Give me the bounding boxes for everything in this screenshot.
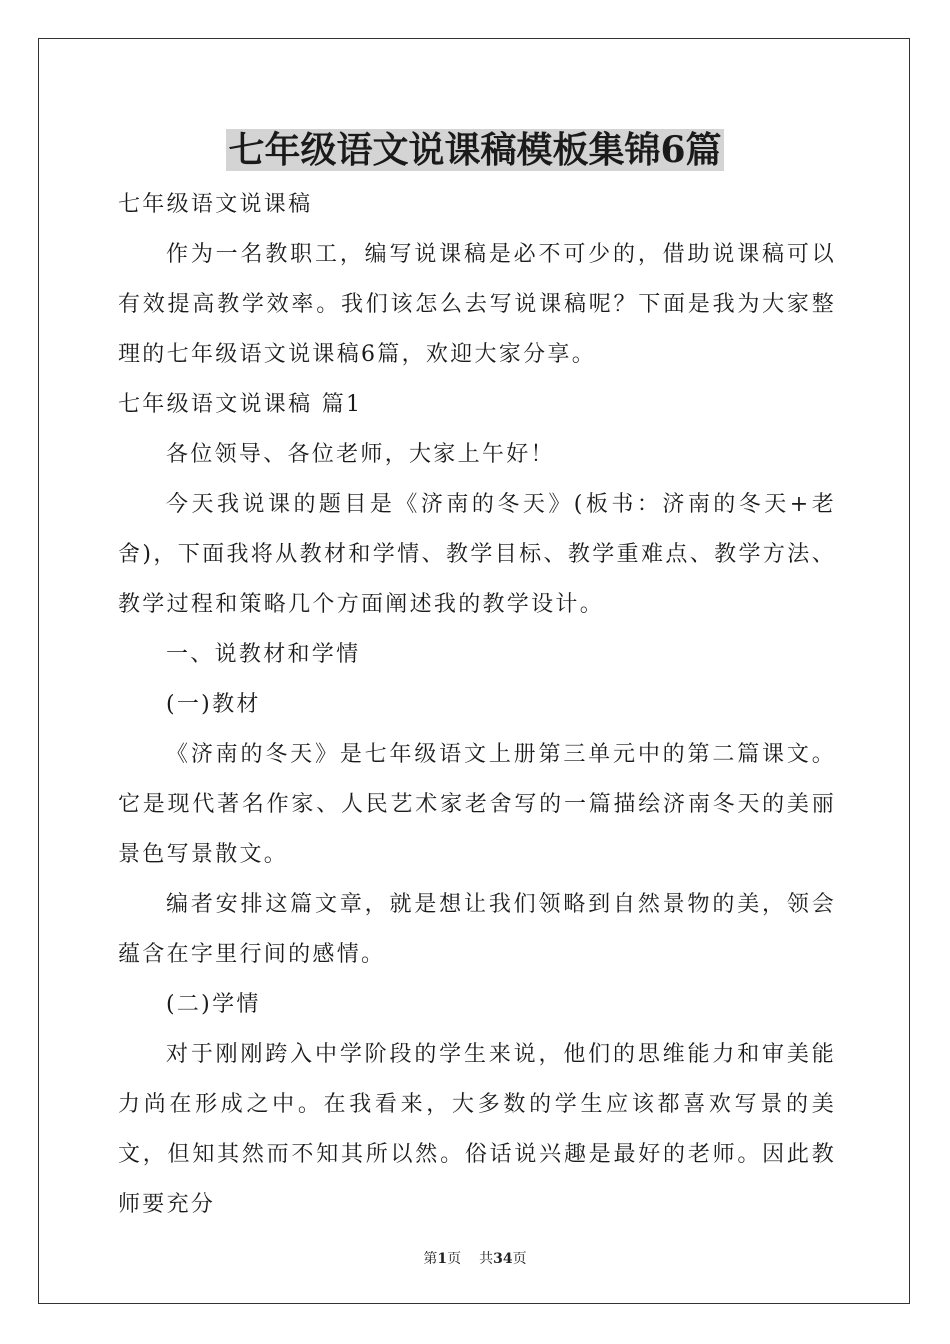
page-current: 1 xyxy=(437,1251,448,1267)
greeting-paragraph: 各位领导、各位老师，大家上午好！ xyxy=(166,442,555,467)
subheading-textbook: (一)教材 xyxy=(166,692,261,717)
topic-paragraph: 今天我说课的题目是《济南的冬天》(板书：济南的冬天+老舍)，下面我将从教材和学情、教学目标、教学重难点、教学方法、教学过程和策略几个方面阐述我的教学设计。 xyxy=(118,492,836,617)
page-total: 34 xyxy=(493,1251,513,1267)
document-title xyxy=(0,128,950,172)
learners-paragraph: 对于刚刚跨入中学阶段的学生来说，他们的思维能力和审美能力尚在形成之中。在我看来，大多数的学生应该都喜欢写景的美文，但知其然而不知其所以然。俗话说兴趣是最好的老师。因此教师要充分 xyxy=(118,1042,836,1217)
page-unit: 页 xyxy=(447,1251,462,1267)
total-prefix: 共 xyxy=(479,1251,494,1267)
article-heading: 七年级语文说课稿 篇1 xyxy=(118,392,363,417)
subheading-textbook-and-learners: 一、说教材和学情 xyxy=(166,642,361,667)
total-unit: 页 xyxy=(512,1251,527,1267)
page-footer xyxy=(0,1248,950,1268)
document-body xyxy=(118,180,836,1230)
document-title-text: 七年级语文说课稿模板集锦6篇 xyxy=(228,129,722,171)
editor-intent-paragraph: 编者安排这篇文章，就是想让我们领略到自然景物的美，领会蕴含在字里行间的感情。 xyxy=(118,892,836,967)
section-heading: 七年级语文说课稿 xyxy=(118,192,313,217)
subheading-learners: (二)学情 xyxy=(166,992,261,1017)
textbook-paragraph: 《济南的冬天》是七年级语文上册第三单元中的第二篇课文。它是现代著名作家、人民艺术家老舍写的一篇描绘济南冬天的美丽景色写景散文。 xyxy=(118,742,836,867)
intro-paragraph: 作为一名教职工，编写说课稿是必不可少的，借助说课稿可以有效提高教学效率。我们该怎么去写说课稿呢？下面是我为大家整理的七年级语文说课稿6篇，欢迎大家分享。 xyxy=(118,242,836,367)
page-prefix: 第 xyxy=(423,1251,438,1267)
